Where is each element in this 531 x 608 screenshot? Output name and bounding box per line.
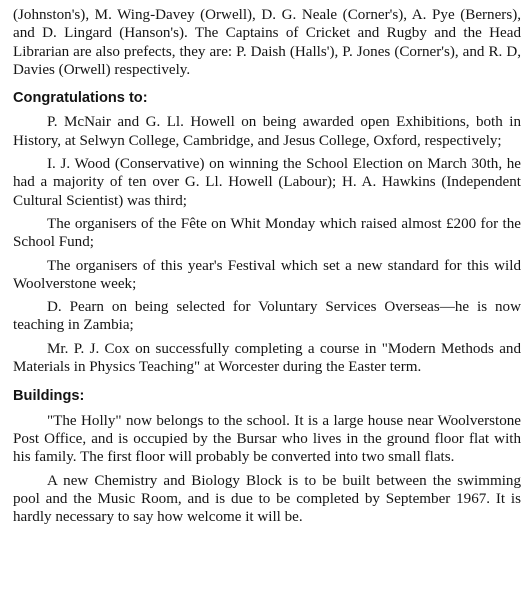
congratulations-list <box>13 113 521 376</box>
buildings-list <box>13 412 521 527</box>
buildings-item: "The Holly" now belongs to the school. It is a large house near Woolverstone Post Office, and is occupied by the Bursar who lives in the ground floor flat with his family. The first floor will probably be converted into two small flats. <box>13 412 521 466</box>
congratulations-item: D. Pearn on being selected for Voluntary Services Overseas—he is now teaching in Zambia; <box>13 299 521 334</box>
buildings-heading: Buildings: <box>13 388 85 405</box>
congratulations-item: Mr. P. J. Cox on successfully completing a course in "Modern Methods and Materials in Physics Teaching" at Worcester during the Easter term. <box>13 340 521 376</box>
congratulations-item: The organisers of this year's Festival which set a new standard for this wild Woolverstone week; <box>13 257 521 292</box>
buildings-item: A new Chemistry and Biology Block is to be built between the swimming pool and the Music Room, and is due to be completed by September 1967. It is hardly necessary to say how welcome it will be. <box>13 472 521 526</box>
prefects-paragraph: (Johnston's), M. Wing-Davey (Orwell), D. G. Neale (Corner's), A. Pye (Berners), and D. Lingard (Hanson's). The Captains of Cricket and Rugby and the Head Librarian are also prefects, they are: P. Daish (Halls'), P. Jones (Corner's), and R. D, Davies (Orwell) respectively. <box>13 7 521 78</box>
congratulations-item: I. J. Wood (Conservative) on winning the School Election on March 30th, he had a majority of ten over G. Ll. Howell (Labour); H. A. Hawkins (Independent Cultural Scientist) was third; <box>13 156 521 209</box>
congratulations-item: P. McNair and G. Ll. Howell on being awarded open Exhibitions, both in History, at Selwyn College, Cambridge, and Jesus College, Oxford, respectively; <box>13 114 521 149</box>
congratulations-item: The organisers of the Fête on Whit Monday which raised almost £200 for the School Fund; <box>13 215 521 251</box>
congratulations-heading: Congratulations to: <box>13 90 148 107</box>
